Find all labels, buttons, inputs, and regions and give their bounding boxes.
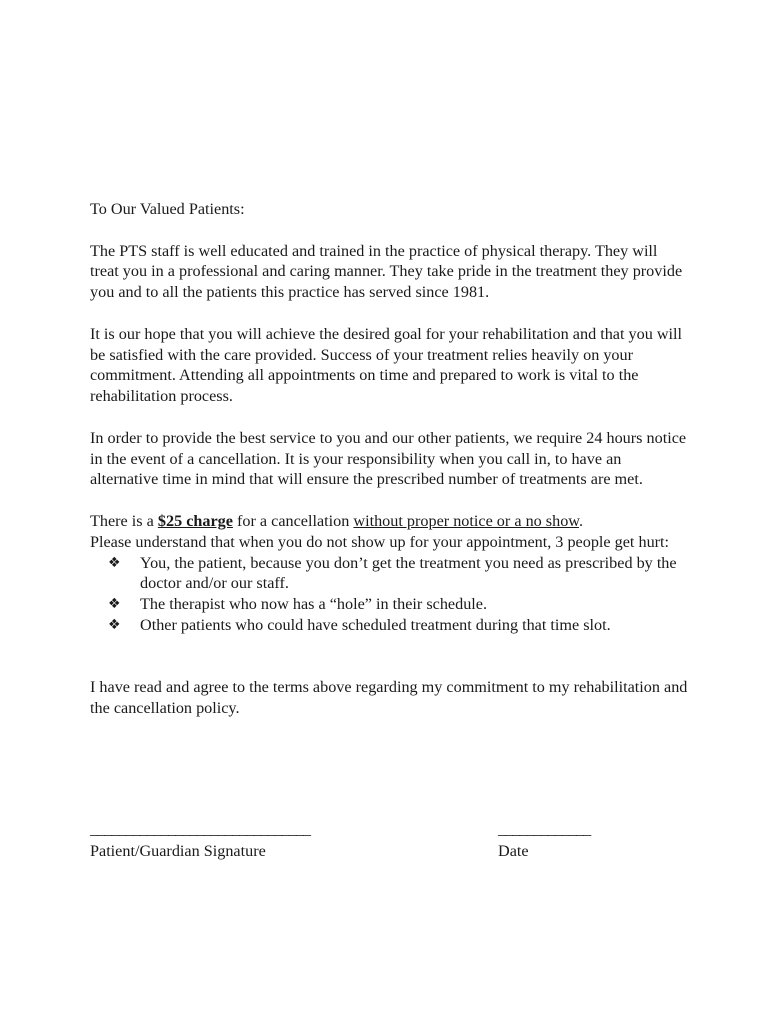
bullet-text: Other patients who could have scheduled treatment during that time slot. (140, 615, 611, 634)
no-show-text: without proper notice or a no show (353, 511, 579, 530)
paragraph-notice: In order to provide the best service to you and our other patients, we require 24 hours notice in the event of a cancellation. It is your responsibility when you call in, to have an alternative time in mind that will ensure the prescribed number of treatments are met. (90, 428, 687, 489)
signature-line[interactable]: _______________________________ (90, 820, 310, 838)
bullet-text: You, the patient, because you don’t get the treatment you need as prescribed by the doctor and/or our staff. (140, 553, 677, 593)
charge-amount: $25 charge (157, 511, 233, 530)
paragraph-staff: The PTS staff is well educated and trained in the practice of physical therapy. They will treat you in a professional and caring manner. They take pride in the treatment they provide you and to all the patients this practice has served since 1981. (90, 241, 683, 302)
paragraph-charge (90, 511, 690, 532)
charge-text-c: . (578, 511, 583, 530)
letter-body (90, 199, 690, 860)
list-item (90, 553, 690, 595)
agreement-statement: I have read and agree to the terms above regarding my commitment to my rehabilitation and the cancellation policy. (90, 678, 688, 718)
date-line[interactable]: _____________ (498, 820, 591, 838)
signature-block (90, 819, 690, 869)
charge-text-a: There is a (90, 511, 158, 530)
paragraph-goal: It is our hope that you will achieve the desired goal for your rehabilitation and that you will be satisfied with the care provided. Success of your treatment relies heavily on your commitment. Attending all appointments on time and prepared to work is vital to the rehabilitation process. (90, 324, 683, 406)
list-item (90, 594, 690, 615)
diamond-bullet-icon: ❖ (108, 596, 121, 613)
list-item (90, 615, 690, 636)
date-label: Date (498, 842, 529, 860)
charge-text-b: for a cancellation (232, 511, 354, 530)
signature-label: Patient/Guardian Signature (90, 842, 266, 860)
salutation: To Our Valued Patients: (90, 200, 245, 218)
paragraph-hurt: Please understand that when you do not show up for your appointment, 3 people get hurt: (90, 532, 670, 551)
diamond-bullet-icon: ❖ (108, 554, 121, 571)
bullet-text: The therapist who now has a “hole” in their schedule. (140, 595, 488, 614)
bullet-list (90, 553, 690, 636)
diamond-bullet-icon: ❖ (108, 616, 121, 633)
